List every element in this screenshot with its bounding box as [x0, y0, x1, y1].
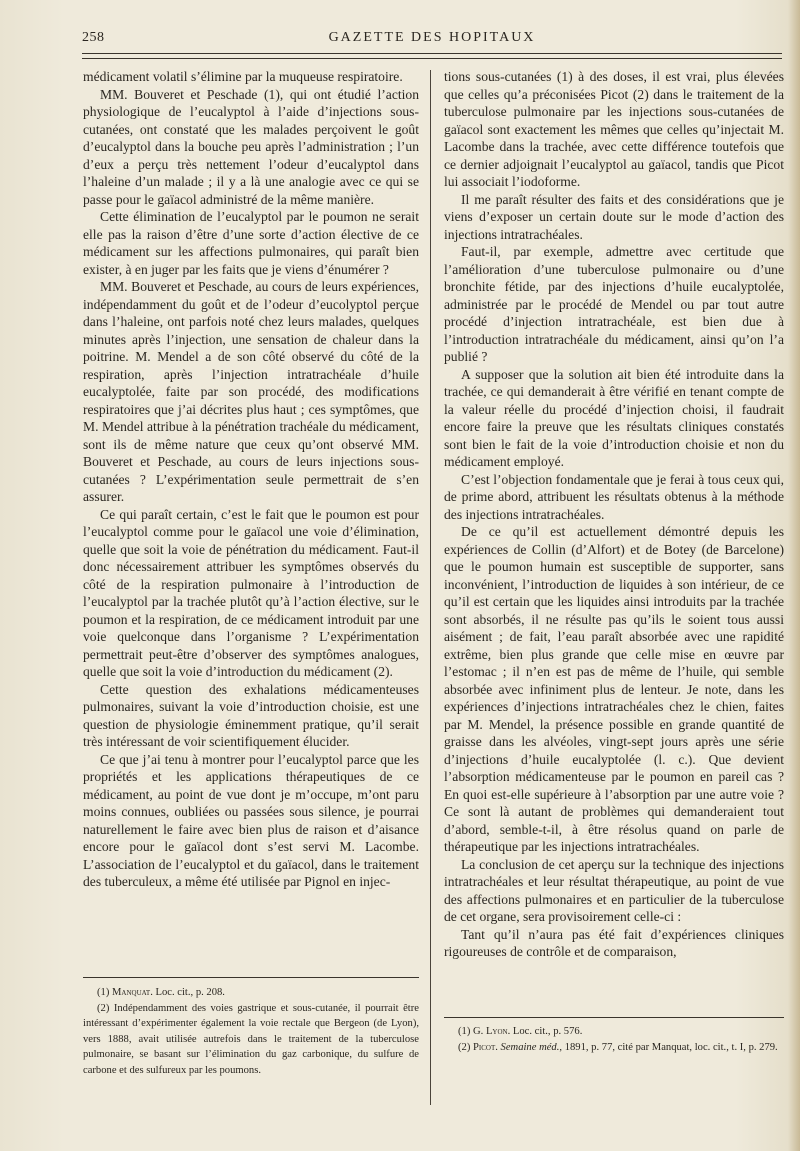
left-footnotes [83, 985, 419, 1078]
footnote [83, 985, 419, 1001]
footnote-marker: (2) [458, 1041, 471, 1053]
page-edge-shadow [788, 0, 800, 1151]
footnote-text: . Loc. cit., p. 208. [150, 987, 225, 998]
footnote-rule [444, 1017, 784, 1018]
footnote-rule [83, 977, 419, 978]
paragraph: Tant qu’il n’aura pas été fait d’expériences cliniques rigoureuses de contrôle et de comparaison, [444, 926, 784, 959]
paragraph: Ce qui paraît certain, c’est le fait que le poumon est pour l’eucalyptol comme pour le gaïacol une voie d’élimination, quelle que soit la voie de pénétration du médicament. Faut-il donc nécessairement attribuer les symptômes observés du côté de la respiration pulmonaire à l’introduction de l’eucalyptol par la trachée plutôt qu’à l’action élective, sur le poumon et la respiration, de ce médicament introduit par une voie quelconque dans l’organisme ? L’expérimentation permettrait peut-être d’observer des symptômes analogues, quelle que soit la voie d’introduction du médicament (2). [83, 506, 419, 679]
paragraph: MM. Bouveret et Peschade (1), qui ont étudié l’action physiologique de l’eucalyptol à l’aide d’injections sous-cutanées, ont constaté que les malades perçoivent le goût d’eucalyptol dans la bouche peu après l’administration ; l’un d’eux a perçu très nettement l’odeur d’eucalyptol dans l’haleine d’un malade ; il y a là une analogie avec ce qui se passe pour le gaïacol administré de la même manière. [83, 86, 419, 207]
paragraph: tions sous-cutanées (1) à des doses, il est vrai, plus élevées que celles qu’a préconisées Picot (2) dans le traitement de la tuberculose pulmonaire par les injections sous-cutanées de gaïacol sont exactement les mêmes que celles qu’injectait M. Lacombe dans la trachée, avec cette différence toutefois que ce dernier adjoignait l’eucalyptol au gaïacol, tandis que Picot lui associait l’iodoforme. [444, 69, 784, 189]
paragraph: MM. Bouveret et Peschade, au cours de leurs expériences, indépendamment du goût et de l’odeur d’eucolyptol perçue dans l’haleine, ont parfois noté chez leurs malades, quelques minutes après l’injection, une sensation de chaleur dans la poitrine. M. Mendel a de son côté observé du côté de la respiration, après l’injection intratrachéale d’huile eucalyptolée, faite par son procédé, des modifications respiratoires que j’ai décrites plus haut ; ces symptômes, que M. Mendel attribue à la pénétration trachéale du médicament, sont ils de même nature que ceux qu’ont observé MM. Bouveret et Peschade, au cours de leurs injections sous-cutanées ? L’expérimentation seule permettrait de s’en assurer. [83, 279, 419, 504]
paragraph: Cette élimination de l’eucalyptol par le poumon ne serait elle pas la raison d’être d’une sorte d’action élective de ce médicament sur les affections pulmonaires, qui paraît bien exister, à en juger par les faits que je viens d’énumérer ? [83, 209, 419, 277]
right-footnotes [444, 1024, 784, 1055]
footnote: (2) Picot. Semaine méd., 1891, p. 77, cité par Manquat, loc. cit., t. I, p. 279. [458, 1041, 778, 1053]
footnote-marker: (2) [97, 1002, 110, 1014]
column-divider [430, 70, 431, 1105]
footnote-author: Picot [473, 1041, 496, 1053]
paragraph: Ce que j’ai tenu à montrer pour l’eucalyptol parce que les propriétés et les applications thérapeutiques de ce médicament, au point de vue dont je m’occupe, m’ont paru moins connues, oubliées ou passées sous silence, je pourrai naturellement le faire avec bien plus de raison et d’aisance encore pour le gaïacol dont s’est servi M. Lacombe. L’association de l’eucalyptol et du gaïacol, dans le traitement des tuberculeux, a même été utilisée par Pignol en injec- [83, 751, 419, 889]
paragraph: De ce qu’il est actuellement démontré depuis les expériences de Collin (d’Alfort) et de Botey (de Barcelone) que le poumon humain est susceptible de supporter, sans inconvénient, l’introduction de liquides à son intérieur, de ce qu’il est certain que les liquides ainsi introduits par la trachée sont absorbés, il ne résulte pas qu’ils le soient tous aussi aisément ; de fait, l’eau paraît absorbée avec une rapidité extrême, bien plus grande que celle mise en œuvre par l’estomac ; il n’en est pas de même de l’huile, qui semble absorbée avec infiniment plus de lenteur. Je note, dans les expériences d’injections intratrachéales chez le chien, faites par M. Mendel, la présence possible en grande quantité de graisse dans les alvéoles, vingt-sept jours après une série d’injections d’huile eucalyptolée (l. c.). Que devient l’absorption médicamenteuse par le poumon en pareil cas ? En quoi est-elle supérieure à l’absorption par une autre voie ? Ce sont là autant de problèmes qui demanderaient tout d’abord, semble-t-il, à être résolus quand on parle de thérapeutique par les injections intratrachéales. [444, 524, 784, 854]
paragraph: Il me paraît résulter des faits et des considérations que je viens d’exposer un certain doute sur le mode d’action des injections intratrachéales. [444, 191, 784, 242]
footnote [83, 1001, 419, 1079]
footnote-marker: (1) [458, 1026, 471, 1037]
header-rule [82, 53, 782, 59]
left-column [83, 68, 419, 891]
footnote-marker: (1) [97, 987, 110, 998]
paragraph: C’est l’objection fondamentale que je ferai à tous ceux qui, de prime abord, attribuent les résultats obtenus à la méthode des injections intratrachéales. [444, 471, 784, 522]
footnote [444, 1024, 784, 1040]
page-header [82, 30, 782, 50]
right-column [444, 68, 784, 961]
paragraph: A supposer que la solution ait bien été introduite dans la trachée, ce qui demanderait à être vérifié en tenant compte de la valeur réelle du procédé d’injection choisi, il faudrait encore faire la preuve que les résultats cliniques constatés sont bien le fait de la voie d’introduction choisie et non du médicament employé. [444, 366, 784, 469]
paragraph: médicament volatil s’élimine par la muqueuse respiratoire. [83, 69, 403, 84]
footnote-text: Indépendamment des voies gastrique et sous-cutanée, il pourrait être intéressant d’expérimenter également la voie rectale que Bergeon (de Lyon), vers 1888, avait utilisée autrefois dans le traitement de la tuberculose pulmonaire, se basant sur l’élimination du gaz carbonique, du sulfure de carbone et des sulfureux par les poumons. [83, 1002, 419, 1076]
paragraph: Cette question des exhalations médicamenteuses pulmonaires, suivant la voie d’introduction choisie, est une question de physiologie éminemment pratique, qu’il serait très intéressant de voir scientifiquement élucider. [83, 681, 419, 749]
paragraph: Faut-il, par exemple, admettre avec certitude que l’amélioration d’une tuberculose pulmonaire ou d’une bronchite fétide, par des injections d’huile eucalyptolée, administrée par le procédé de Mendel ou par tout autre procédé d’injection intratrachéale, est bien due à l’introduction intratrachéale du médicament, ainsi qu’on l’a publié ? [444, 244, 784, 364]
journal-title: GAZETTE DES HOPITAUX [328, 30, 536, 45]
footnote-text: . Loc. cit., p. 576. [507, 1026, 583, 1037]
paragraph: La conclusion de cet aperçu sur la technique des injections intratrachéales et leur résultat thérapeutique, au point de vue des affections pulmonaires et en particulier de la tuberculose de cet organe, sera provisoirement celle-ci : [444, 856, 784, 924]
footnote-author: G. Lyon [473, 1026, 508, 1037]
footnote-journal: Semaine méd. [500, 1041, 560, 1053]
footnote-author: Manquat [112, 987, 151, 998]
page-number: 258 [82, 30, 105, 45]
footnote-text: , 1891, p. 77, cité par Manquat, loc. cit., t. I, p. 279. [559, 1041, 778, 1053]
